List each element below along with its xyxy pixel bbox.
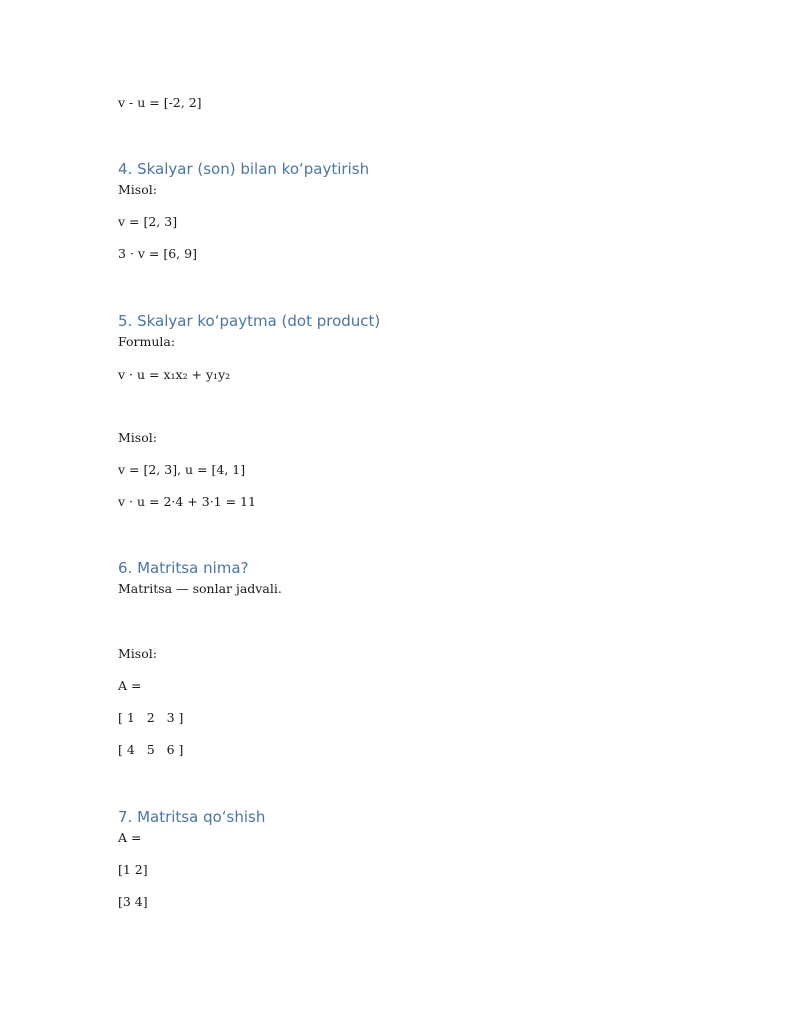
section-5-example-label: Misol: (118, 430, 157, 445)
vector-difference-line: v - u = [-2, 2] (118, 95, 202, 110)
section-6-matrix-name: A = (118, 678, 142, 693)
section-5-result-line: v · u = 2·4 + 3·1 = 11 (118, 494, 256, 509)
section-7-matrix-name: A = (118, 830, 142, 845)
section-5-heading: 5. Skalyar koʻpaytma (dot product) (118, 312, 381, 330)
section-5-vectors-line: v = [2, 3], u = [4, 1] (118, 462, 246, 477)
section-4-heading: 4. Skalyar (son) bilan koʻpaytirish (118, 160, 370, 178)
section-4-vector-line: v = [2, 3] (118, 214, 178, 229)
section-6-matrix-row-2: [ 4 5 6 ] (118, 742, 184, 757)
section-7-matrix-row-2: [3 4] (118, 894, 148, 909)
section-6-matrix-row-1: [ 1 2 3 ] (118, 710, 184, 725)
section-5-formula-label: Formula: (118, 334, 176, 349)
section-5-formula: v · u = x₁x₂ + y₁y₂ (118, 367, 231, 382)
section-6-definition: Matritsa — sonlar jadvali. (118, 581, 282, 596)
section-6-heading: 6. Matritsa nima? (118, 559, 249, 577)
section-6-example-label: Misol: (118, 646, 157, 661)
section-4-result-line: 3 · v = [6, 9] (118, 246, 197, 261)
section-7-matrix-row-1: [1 2] (118, 862, 148, 877)
section-4-example-label: Misol: (118, 182, 157, 197)
section-7-heading: 7. Matritsa qoʻshish (118, 808, 266, 826)
